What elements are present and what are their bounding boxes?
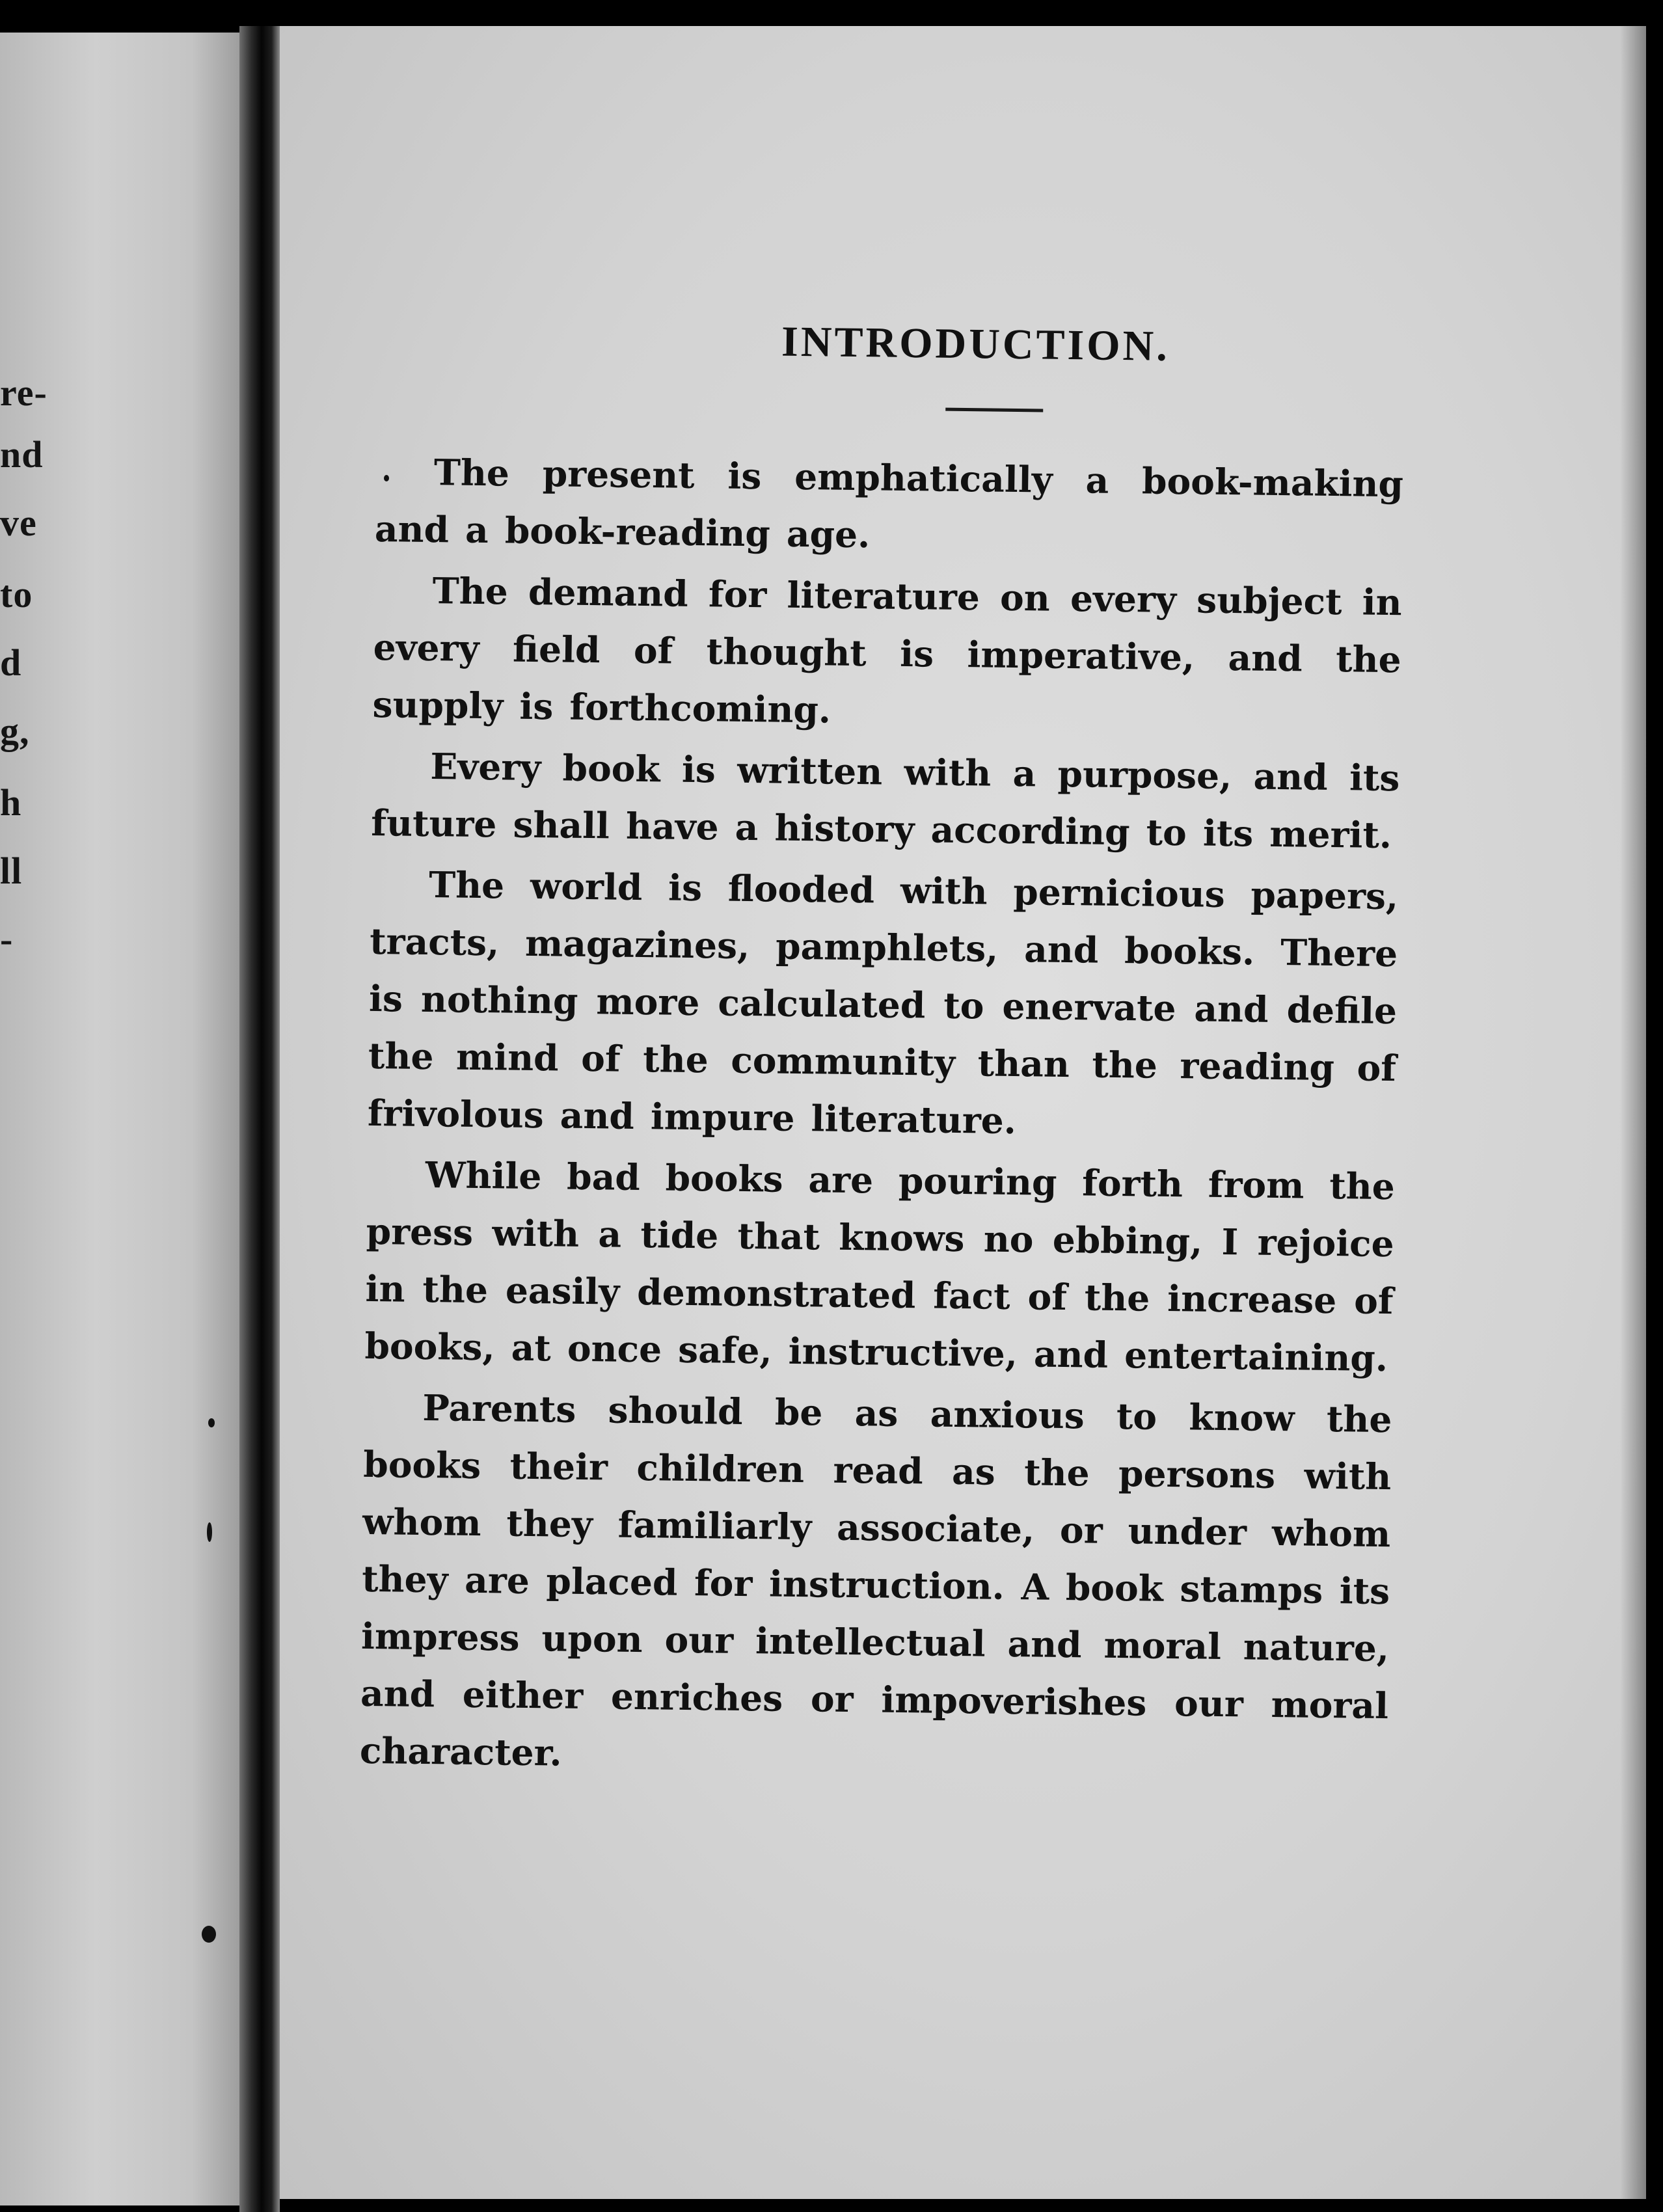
left-facing-page xyxy=(0,33,239,2205)
left-page-fragment: re- xyxy=(0,371,47,414)
left-page-fragment: ll xyxy=(0,850,23,892)
title-rule xyxy=(945,408,1043,412)
left-page-fragment: ve xyxy=(0,502,37,544)
book-gutter xyxy=(239,26,280,2212)
page-title: INTRODUCTION. xyxy=(781,317,1170,370)
left-page-fragment: d xyxy=(0,641,22,684)
paragraph: The present is emphatically a book-making and a book-reading age. xyxy=(374,451,1404,556)
scan-speck xyxy=(207,1522,212,1542)
paragraph: While bad books are pouring forth from the press with a tide that knows no ebbing, I rejoice in the easily demonstrated fact of the increase of books, at once safe, instructive, and entertaining. xyxy=(364,1153,1396,1380)
paragraph: The demand for literature on every subject in every field of thought is imperative, and the supply is forthcoming. xyxy=(372,569,1403,731)
paragraph: Every book is written with a purpose, and its future shall have a history according to its merit. xyxy=(371,745,1400,857)
left-page-fragment: - xyxy=(0,918,14,960)
paragraph: Parents should be as anxious to know the books their children read as the persons with whom they familiarly associate, or under whom they are placed for instruction. A book stamps its impress upon our intellectual and moral nature, and either enriches or impoverishes our moral character. xyxy=(359,1386,1392,1774)
left-page-fragment: g, xyxy=(0,710,30,752)
left-page-fragment: to xyxy=(0,573,33,615)
page-content xyxy=(359,312,1405,1796)
paragraph: The world is flooded with pernicious papers, tracts, magazines, pamphlets, and books. There is nothing more calculated to enervate and defile the mind of the community than the reading of frivolous and impure literature. xyxy=(367,863,1399,1142)
scan-speck xyxy=(202,1926,216,1943)
right-page xyxy=(280,26,1646,2199)
scan-speck xyxy=(384,475,389,481)
left-page-fragment: h xyxy=(0,781,22,824)
scan-speck xyxy=(208,1418,215,1427)
left-page-fragment: nd xyxy=(0,433,44,476)
